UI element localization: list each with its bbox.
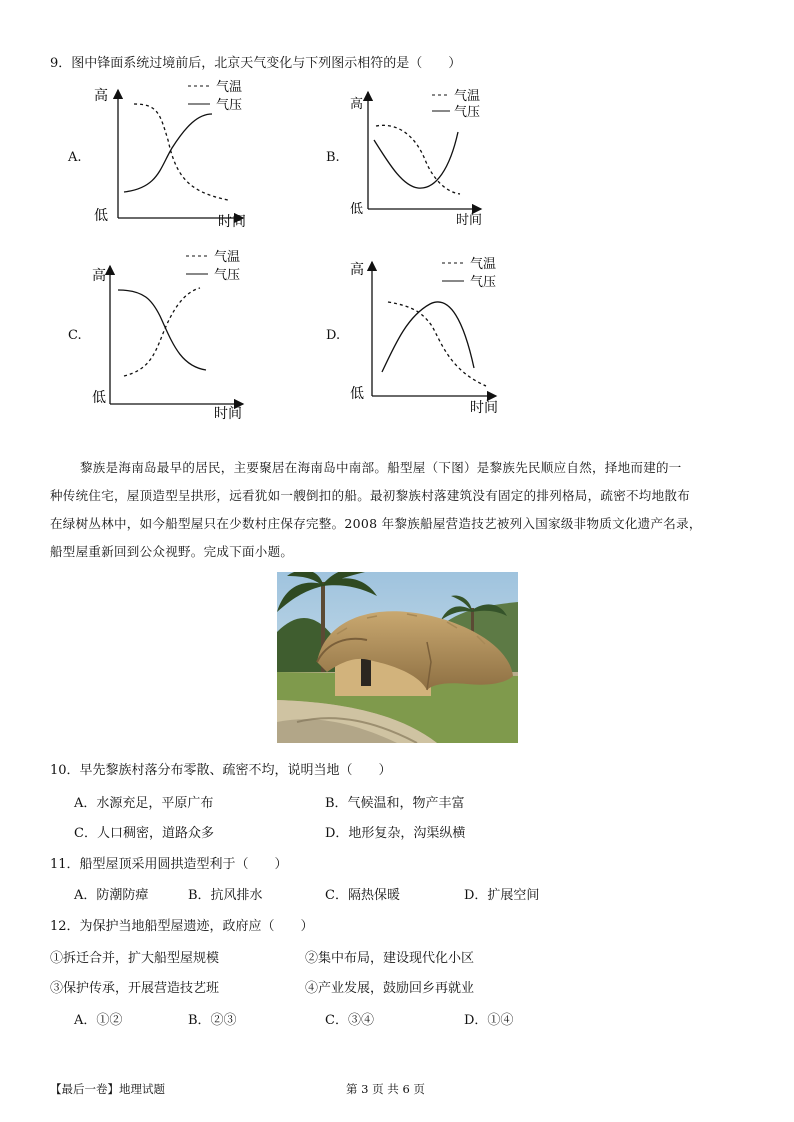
footer-page-number: 第 3 页 共 6 页 bbox=[346, 1082, 425, 1096]
passage-line-4: 船型屋重新回到公众视野。完成下面小题。 bbox=[50, 544, 294, 559]
legend-temp-label: 气温 bbox=[470, 257, 497, 272]
legend-press-label: 气压 bbox=[216, 98, 243, 113]
legend-temp-label: 气温 bbox=[216, 80, 243, 95]
legend-press-label: 气压 bbox=[454, 105, 481, 120]
axis-low-label: 低 bbox=[350, 386, 364, 402]
q10-option-d: D．地形复杂，沟渠纵横 bbox=[325, 826, 466, 841]
temp-curve bbox=[134, 104, 228, 200]
q12-stem: 12．为保护当地船型屋遗迹，政府应（ ） bbox=[50, 919, 314, 934]
axis-high-label: 高 bbox=[94, 88, 108, 104]
q12-option-d: D．①④ bbox=[464, 1013, 514, 1028]
axis-high-label: 高 bbox=[350, 262, 364, 278]
q10-option-b: B．气候温和，物产丰富 bbox=[325, 796, 465, 811]
axis-low-label: 低 bbox=[350, 202, 364, 217]
q10-option-c: C．人口稠密，道路众多 bbox=[74, 826, 214, 841]
q9-option-c-label: C. bbox=[68, 328, 82, 343]
temp-curve bbox=[376, 125, 460, 194]
axis-time-label: 时间 bbox=[470, 400, 498, 416]
q9-option-b-label: B. bbox=[326, 150, 340, 165]
axis-low-label: 低 bbox=[94, 208, 108, 224]
q9-stem: 9．图中锋面系统过境前后，北京天气变化与下列图示相符的是（ ） bbox=[50, 56, 462, 71]
q11-option-c: C．隔热保暖 bbox=[325, 888, 400, 903]
q9-option-a-label: A. bbox=[68, 150, 82, 165]
q12-statement-2: ②集中布局，建设现代化小区 bbox=[305, 951, 475, 966]
axis-low-label: 低 bbox=[92, 390, 106, 406]
passage-line-3: 在绿树丛林中，如今船型屋只在少数村庄保存完整。2008 年黎族船屋营造技艺被列入国家级非物质文化遗产名录， bbox=[50, 516, 702, 531]
q12-option-b: B．②③ bbox=[188, 1013, 237, 1028]
q12-statement-4: ④产业发展，鼓励回乡再就业 bbox=[305, 981, 475, 996]
axis-high-label: 高 bbox=[92, 268, 106, 284]
q11-stem: 11．船型屋顶采用圆拱造型利于（ ） bbox=[50, 857, 288, 872]
q12-statement-3: ③保护传承，开展营造技艺班 bbox=[50, 981, 220, 996]
axis-time-label: 时间 bbox=[456, 213, 483, 228]
boat-house-photo bbox=[277, 572, 518, 743]
q11-option-b: B．抗风排水 bbox=[188, 888, 263, 903]
pressure-curve bbox=[124, 114, 212, 192]
axis-high-label: 高 bbox=[350, 97, 364, 112]
q11-option-d: D．扩展空间 bbox=[464, 888, 540, 903]
q9-option-d-label: D. bbox=[326, 328, 341, 343]
axis-time-label: 时间 bbox=[218, 214, 246, 228]
passage-line-2: 种传统住宅，屋顶造型呈拱形，远看犹如一艘倒扣的船。最初黎族村落建筑没有固定的排列格局，疏密不均地散布 bbox=[50, 488, 691, 503]
pressure-curve bbox=[374, 132, 458, 188]
legend-press-label: 气压 bbox=[470, 275, 497, 290]
q12-statement-1: ①拆迁合并，扩大船型屋规模 bbox=[50, 951, 220, 966]
legend-press-label: 气压 bbox=[214, 268, 241, 283]
q9-chart-d bbox=[346, 252, 506, 422]
temp-curve bbox=[388, 302, 486, 386]
q11-option-a: A．防潮防瘴 bbox=[74, 888, 149, 903]
q12-option-a: A．①② bbox=[74, 1013, 123, 1028]
q12-option-c: C．③④ bbox=[325, 1013, 374, 1028]
axis-time-label: 时间 bbox=[214, 406, 242, 422]
q9-chart-b bbox=[346, 82, 496, 228]
passage-line-1: 黎族是海南岛最早的居民，主要聚居在海南岛中南部。船型屋（下图）是黎族先民顺应自然，择地而建的一 bbox=[80, 460, 682, 475]
pressure-curve bbox=[382, 302, 474, 372]
legend-temp-label: 气温 bbox=[454, 89, 481, 104]
pressure-curve bbox=[118, 290, 206, 370]
q9-chart-a bbox=[88, 78, 258, 228]
q10-stem: 10．早先黎族村落分布零散、疏密不均，说明当地（ ） bbox=[50, 763, 392, 778]
q9-chart-c bbox=[88, 246, 258, 422]
q10-option-a: A．水源充足，平原广布 bbox=[74, 796, 214, 811]
passage bbox=[50, 454, 750, 566]
footer-exam-title: 【最后一卷】地理试题 bbox=[50, 1082, 165, 1096]
legend-temp-label: 气温 bbox=[214, 250, 241, 265]
